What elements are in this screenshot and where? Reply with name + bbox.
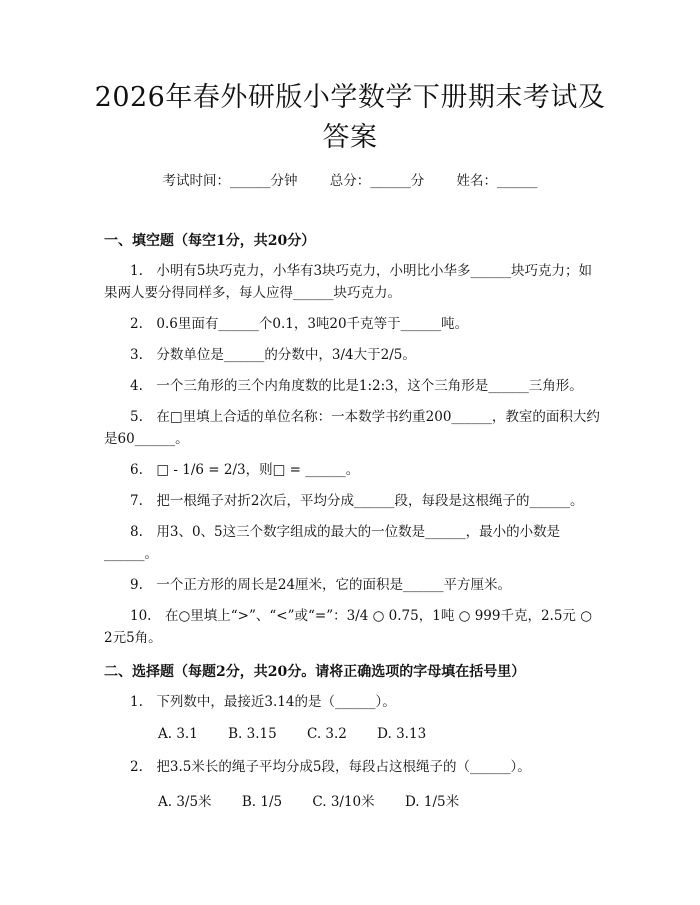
exam-meta: [0, 169, 700, 189]
question-1-8: 8. 用3、0、5这三个数字组成的最大的一位数是______，最小的小数是______。: [104, 524, 561, 562]
question-1-9: 9. 一个正方形的周长是24厘米，它的面积是______平方厘米。: [130, 577, 512, 593]
question-2-1: 1. 下列数中，最接近3.14的是（______）。: [130, 694, 396, 710]
question-2-1-options: [158, 726, 452, 742]
page-title: 2026年春外研版小学数学下册期末考试及答案: [94, 82, 606, 153]
option-c: C. 3/10米: [312, 794, 375, 810]
question-1-4: 4. 一个三角形的三个内角度数的比是1:2:3，这个三角形是______三角形。: [130, 378, 583, 394]
option-d: D. 1/5米: [404, 794, 460, 810]
option-d: D. 3.13: [377, 726, 427, 742]
question-1-1: 1. 小明有5块巧克力，小华有3块巧克力，小明比小华多______块巧克力；如果两人要分得同样多，每人应得______块巧克力。: [104, 263, 593, 301]
option-a: A. 3.1: [158, 726, 198, 742]
total-score: 总分：______分: [329, 173, 425, 189]
student-name: 姓名：______: [456, 173, 538, 189]
question-1-10: 10. 在○里填上“>”、“<”或“=”：3/4 ○ 0.75，1吨 ○ 999千克，2.5元 ○ 2元5角。: [104, 608, 592, 646]
section2-heading: 二、选择题（每题2分，共20分。请将正确选项的字母填在括号里）: [104, 664, 526, 680]
question-1-7: 7. 把一根绳子对折2次后，平均分成______段，每段是这根绳子的______。: [130, 493, 584, 509]
question-1-5: 5. 在□里填上合适的单位名称：一本数学书约重200______，教室的面积大约是60______。: [104, 409, 600, 447]
option-b: B. 3.15: [228, 726, 277, 742]
question-2-2: 2. 把3.5米长的绳子平均分成5段，每段占这根绳子的（______）。: [130, 759, 531, 775]
option-b: B. 1/5: [241, 794, 283, 810]
exam-time: 考试时间：______分钟: [162, 173, 298, 189]
question-1-2: 2. 0.6里面有______个0.1，3吨20千克等于______吨。: [130, 316, 469, 332]
option-a: A. 3/5米: [158, 794, 212, 810]
question-1-3: 3. 分数单位是______的分数中，3/4大于2/5。: [130, 347, 416, 363]
question-2-2-options: [158, 790, 485, 810]
section1-heading: 一、填空题（每空1分，共20分）: [104, 233, 316, 249]
option-c: C. 3.2: [306, 726, 347, 742]
question-1-6: 6. □ - 1/6 = 2/3，则□ = ______。: [130, 462, 360, 478]
